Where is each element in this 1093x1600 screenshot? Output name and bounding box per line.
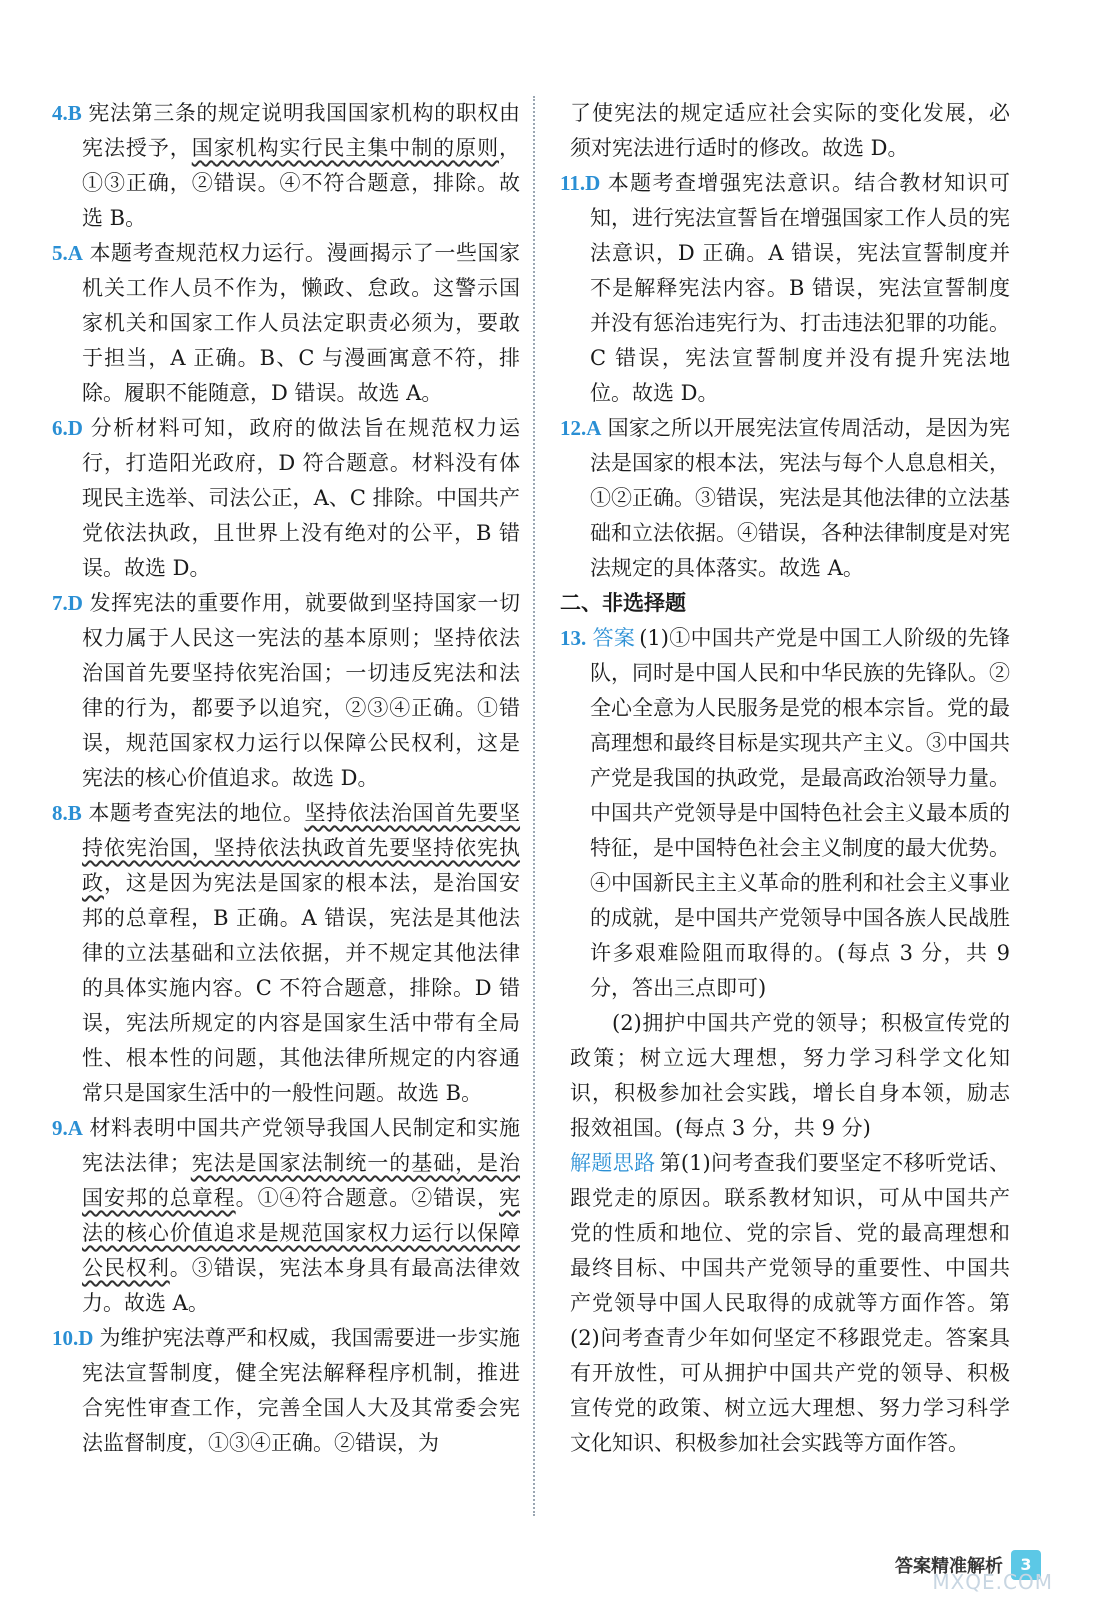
- watermark: MXQE.COM: [932, 1570, 1053, 1594]
- explanation-text: 宪法第三条的规定说明我国国家机构的职权由宪法授予，: [82, 101, 520, 160]
- question-number: 11.D: [560, 171, 601, 195]
- solution-idea: [560, 1146, 1010, 1461]
- idea-text: 第(1)问考查我们要坚定不移听党话、跟党走的原因。联系教材知识，可从中国共产党的性质和地位、党的宗旨、党的最高理想和最终目标、中国共产党领导的重要性、中国共产党领导中国人民取得的成就等方面作答。第(2)问考查青少年如何坚定不移跟党走。答案具有开放性，可从拥护中国共产党的领导、积极宣传党的政策、树立远大理想、努力学习科学文化知识、积极参加社会实践等方面作答。: [570, 1151, 1011, 1455]
- answer-item: [52, 796, 520, 1111]
- explanation-text: 发挥宪法的重要作用，就要做到坚持国家一切权力属于人民这一宪法的基本原则；坚持依法治国首先要坚持依宪治国；一切违反宪法和法律的行为，都要予以追究，②③④正确。①错误，规范国家权力运行以保障公民权利，这是宪法的核心价值追求。故选 D。: [82, 591, 520, 790]
- explanation-text: 材料表明中国共产党领导我国人民制定和实施宪法法律；: [82, 1116, 520, 1175]
- question-number: 12.A: [560, 416, 602, 440]
- answer-item: [52, 586, 520, 796]
- answer-item: [52, 1321, 520, 1461]
- explanation-text: ，这是因为宪法是国家的根本法，是治国安邦的总章程，B 正确。A 错误，宪法是其他法律的立法基础和立法依据，并不规定其他法律的具体实施内容。C 不符合题意，排除。D 错误，宪法所规定的内容是国家生活中带有全局性、根本性的问题，其他法律所规定的内容通常只是国家生活中的一般性问题。故选 B。: [82, 871, 521, 1105]
- answer-item: [52, 1111, 520, 1321]
- question-number: 4.B: [52, 101, 82, 125]
- question-number: 5.A: [52, 241, 83, 265]
- question-number: 13.: [560, 626, 587, 650]
- answer-item: [52, 96, 520, 236]
- question-number: 8.B: [52, 801, 82, 825]
- answer-item: [52, 236, 520, 411]
- answer-item: [560, 166, 1010, 411]
- explanation-text: 。①④符合题意。②错误，: [235, 1186, 500, 1210]
- footer-label: 答案精准解析: [895, 1556, 1003, 1577]
- question-number: 9.A: [52, 1116, 83, 1140]
- explanation-text: 国家之所以开展宪法宣传周活动，是因为宪法是国家的根本法，宪法与每个人息息相关，①②正确。③错误，宪法是其他法律的立法基础和立法依据。④错误，各种法律制度是对宪法规定的具体落实。故选 A。: [590, 416, 1010, 580]
- explanation-text: 本题考查规范权力运行。漫画揭示了一些国家机关工作人员不作为，懒政、怠政。这警示国家机关和国家工作人员法定职责必须为，要敢于担当，A 正确。B、C 与漫画寓意不符，排除。履职不能随意，D 错误。故选 A。: [82, 241, 520, 405]
- answer-part-1: (1)①中国共产党是中国工人阶级的先锋队，同时是中国人民和中华民族的先锋队。②全心全意为人民服务是党的根本宗旨。党的最高理想和最终目标是实现共产主义。③中国共产党是我国的执政党，是最高政治领导力量。中国共产党领导是中国特色社会主义最本质的特征，是中国特色社会主义制度的最大优势。④中国新民主主义革命的胜利和社会主义事业的成就，是中国共产党领导中国各族人民战胜许多艰难险阻而取得的。(每点 3 分，共 9 分，答出三点即可): [590, 626, 1011, 1000]
- explanation-text: ，①③正确，②错误。④不符合题意，排除。故选 B。: [82, 136, 521, 230]
- answer-item: [560, 411, 1010, 586]
- right-items: [560, 166, 1010, 586]
- explanation-text: 本题考查宪法的地位。: [87, 801, 305, 825]
- right-column: [560, 96, 1010, 1461]
- answer-tag: 答案: [592, 626, 636, 650]
- column-divider: [533, 96, 535, 1516]
- question-number: 10.D: [52, 1326, 94, 1350]
- underlined-text: 宪法的核心价值追求是规范国家权力运行以保障公民权利: [82, 1186, 521, 1280]
- explanation-text: 本题考查增强宪法意识。结合教材知识可知，进行宪法宣誓旨在增强国家工作人员的宪法意识，D 正确。A 错误，宪法宣誓制度并不是解释宪法内容。B 错误，宪法宣誓制度并没有惩治违宪行为、打击违法犯罪的功能。C 错误，宪法宣誓制度并没有提升宪法地位。故选 D。: [590, 171, 1010, 405]
- underlined-text: 国家机构实行民主集中制的原则: [191, 136, 500, 160]
- question-number: 7.D: [52, 591, 83, 615]
- question-number: 6.D: [52, 416, 83, 440]
- section-title: 二、非选择题: [560, 591, 686, 615]
- answer-item: [52, 411, 520, 586]
- underlined-text: 宪法是国家法制统一的基础，是治国安邦的总章程: [82, 1151, 521, 1210]
- explanation-text: 为维护宪法尊严和权威，我国需要进一步实施宪法宣誓制度，健全宪法解释程序机制，推进合宪性审查工作，完善全国人大及其常委会宪法监督制度，①③④正确。②错误，为: [82, 1326, 520, 1455]
- explanation-text: 。③错误，宪法本身具有最高法律效力。故选 A。: [82, 1256, 521, 1315]
- question-13: [560, 621, 1010, 1461]
- idea-tag: 解题思路: [570, 1151, 656, 1175]
- left-column: [52, 96, 520, 1461]
- q13-answer: [560, 621, 1010, 1006]
- answer-part-2: (2)拥护中国共产党的领导；积极宣传党的政策；树立远大理想，努力学习科学文化知识，积极参加社会实践，增长自身本领，励志报效祖国。(每点 3 分，共 9 分): [570, 1011, 1010, 1140]
- explanation-text: 分析材料可知，政府的做法旨在规范权力运行，打造阳光政府，D 符合题意。材料没有体现民主选举、司法公正，A、C 排除。中国共产党依法执政，且世界上没有绝对的公平，B 错误。故选 D。: [82, 416, 520, 580]
- continued-text: 了使宪法的规定适应社会实际的变化发展，必须对宪法进行适时的修改。故选 D。: [570, 101, 1010, 160]
- page-number: 3: [1011, 1550, 1041, 1580]
- underlined-text: 坚持依法治国首先要坚持依宪治国，坚持依法执政首先要坚持依宪执政: [82, 801, 521, 895]
